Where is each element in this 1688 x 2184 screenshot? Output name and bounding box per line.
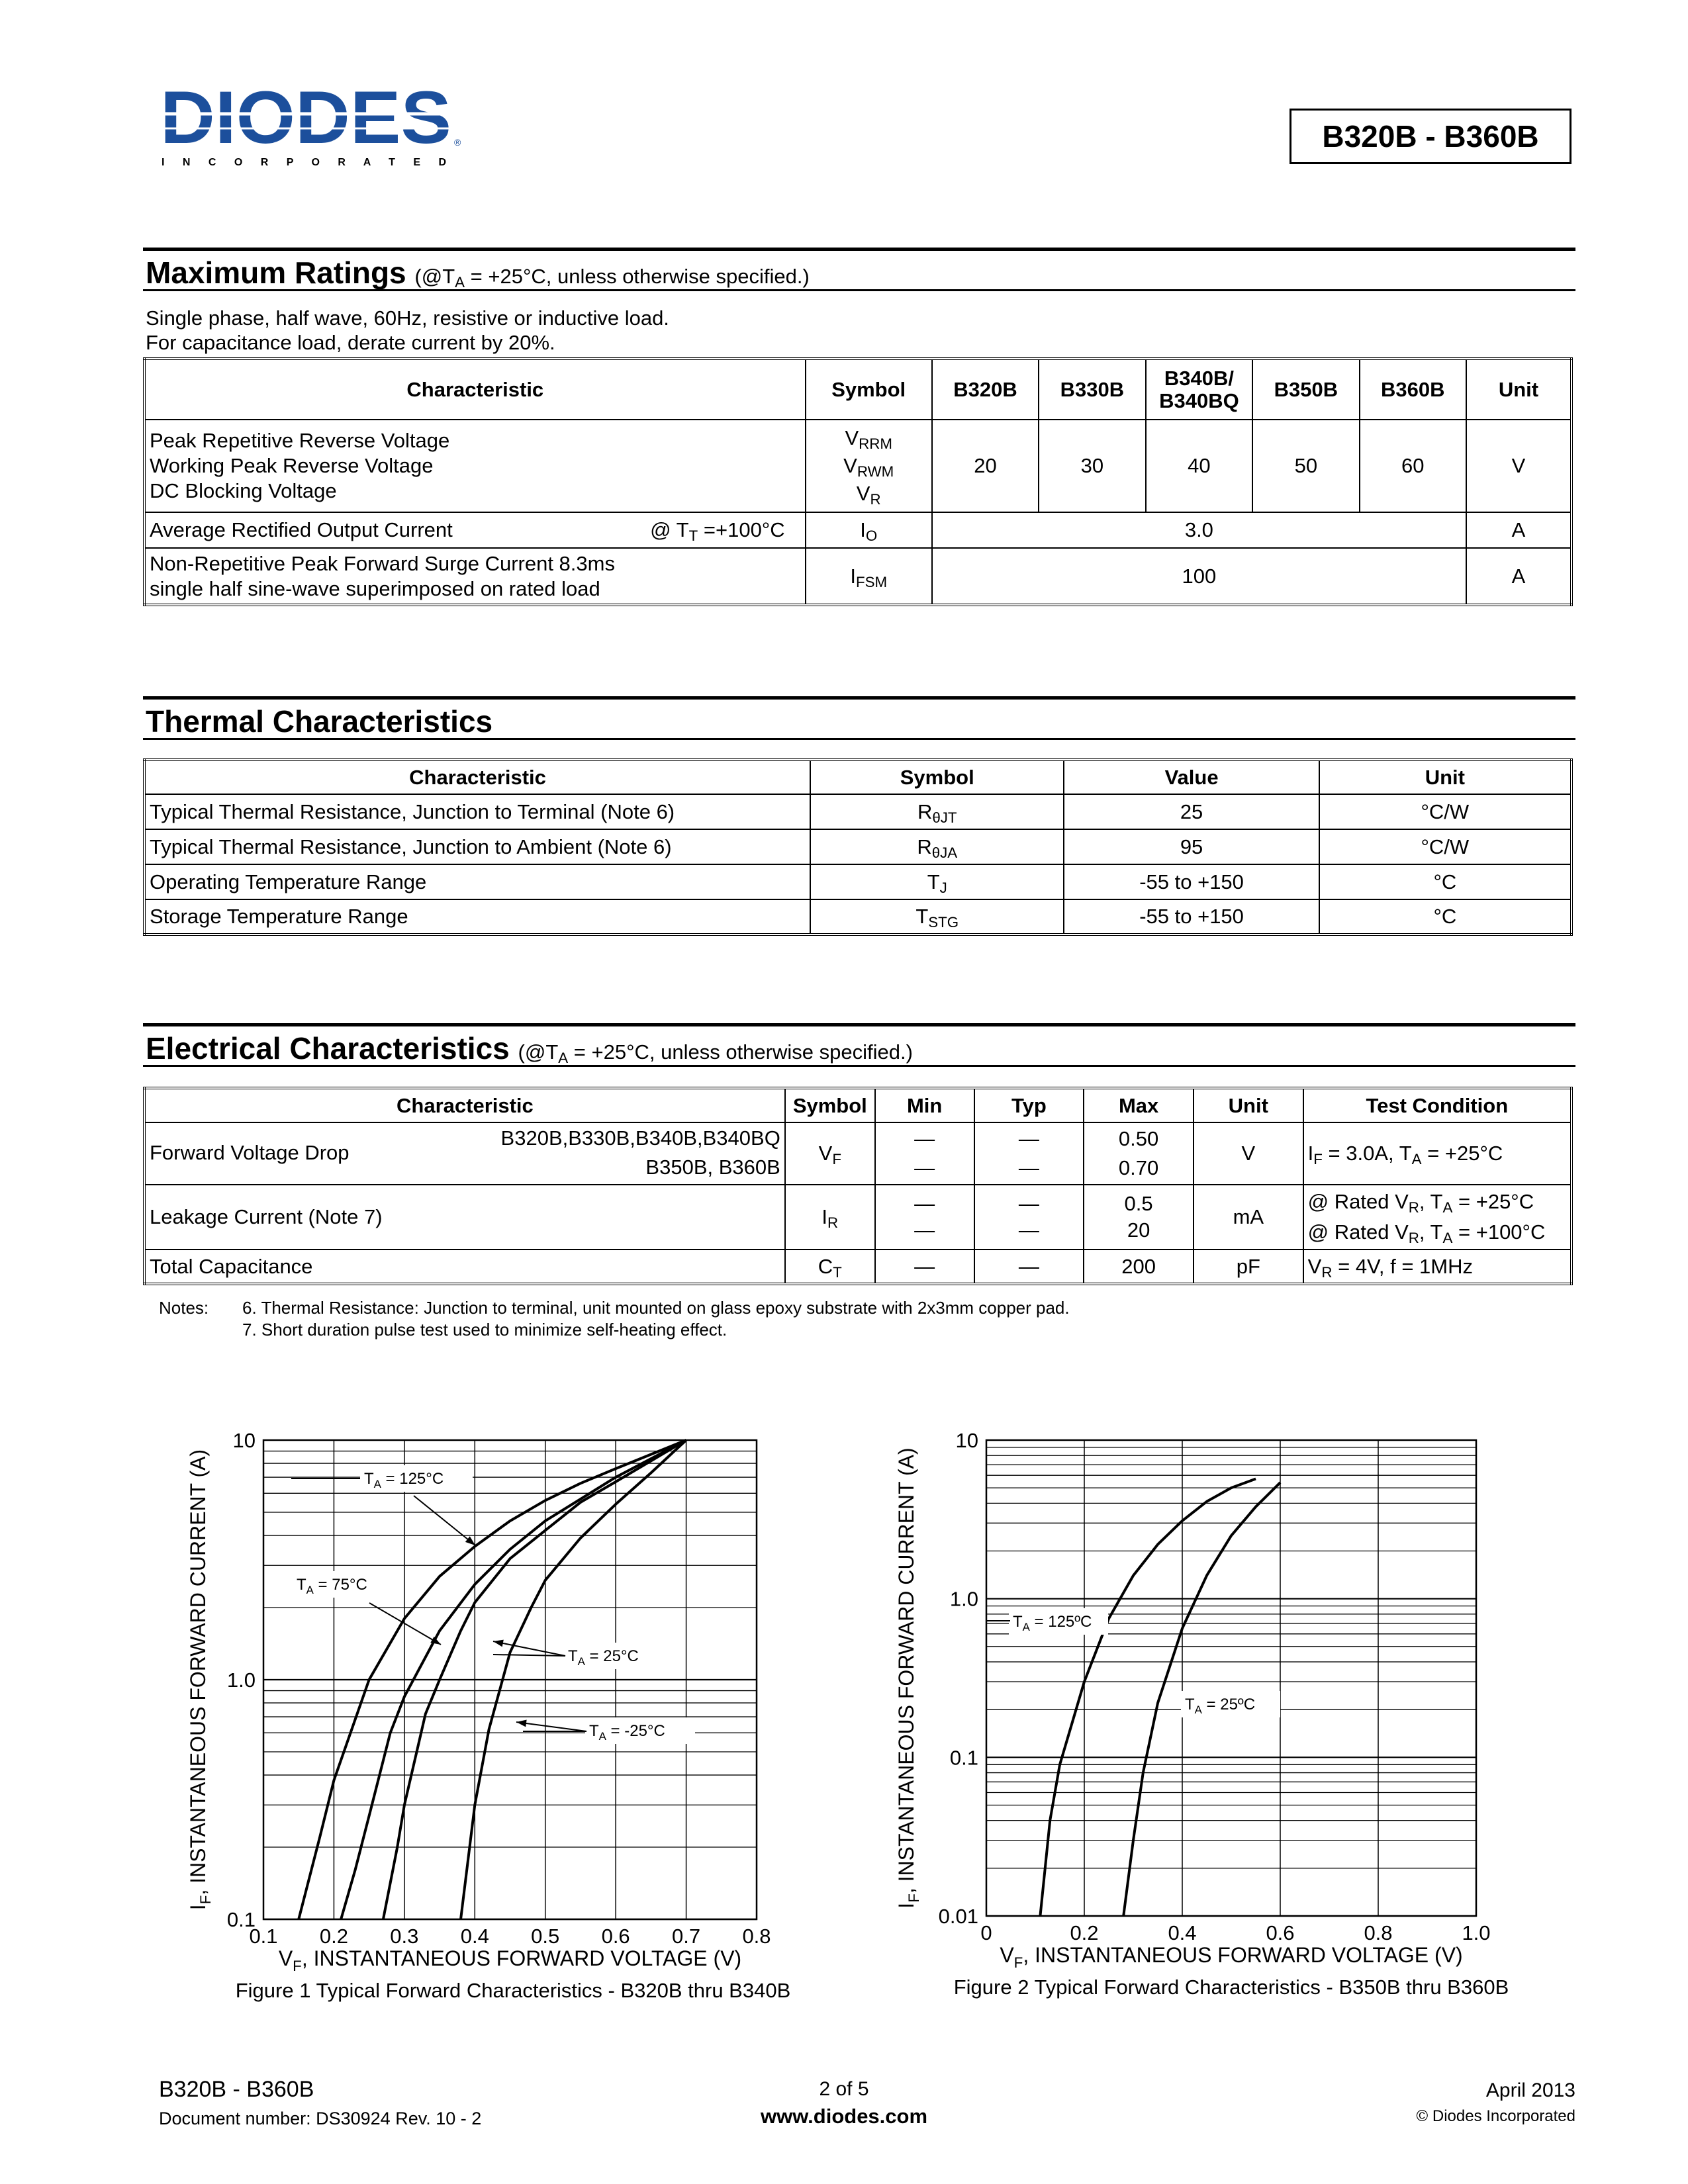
- x-tick-label: 0.3: [390, 1925, 419, 1948]
- x-axis-title: $V_F$, INSTANTANEOUS FORWARD VOLTAGE (V): [278, 1946, 742, 1974]
- max-ratings-condition: ($@T_A = +25^\circ C$, unless otherwise specified.): [414, 265, 810, 291]
- table-row: Peak Repetitive Reverse Voltage Working Peak Reverse Voltage DC Blocking Voltage $V_{RRM}$ $V_{RWM}$ $V_R$ 20 30 40 50 60 V: [144, 420, 1571, 512]
- notes-label: Notes:: [159, 1298, 209, 1318]
- max-ratings-title: Maximum Ratings: [146, 255, 406, 290]
- footer-part: B320B - B360B: [159, 2077, 314, 2102]
- series-label-leader: [493, 1655, 565, 1656]
- figure-2-chart: [880, 1416, 1595, 2025]
- x-tick-label: 0.8: [742, 1925, 771, 1948]
- x-tick-label: 0.4: [460, 1925, 489, 1948]
- table-row: Forward Voltage Drop B320B,B330B,B340B,B340BQ B350B, B360B $V_F$ — — — — 0.50 0.70 V $I_F = 3.0A$, $T_A = +25^\circ C$: [144, 1122, 1571, 1185]
- max-ratings-note-1: Single phase, half wave, 60Hz, resistive or inductive load.: [146, 306, 669, 330]
- electrical-condition: ($@T_A = +25^\circ C$, unless otherwise specified.): [518, 1040, 913, 1067]
- figure-2-caption: Figure 2 Typical Forward Characteristics - B350B thru B360B: [953, 1976, 1509, 1999]
- y-tick-label: 0.01: [938, 1905, 978, 1928]
- svg-text:®: ®: [454, 137, 461, 148]
- x-tick-label: 0.4: [1168, 1921, 1197, 1944]
- x-tick-label: 0.1: [249, 1925, 278, 1948]
- series-label: $T_A$ = 25ºC: [1185, 1696, 1256, 1716]
- table-row: Leakage Current (Note 7) $I_R$ — — — — 0.5 20 mA @ Rated $V_R$, $T_A = +25^\circ C$ @ Rated $V_R$, $T_A = +100^\circ C$: [144, 1185, 1571, 1250]
- x-tick-label: 0.8: [1364, 1921, 1393, 1944]
- series-label-arrow: [516, 1722, 586, 1731]
- series-label-arrowhead: [493, 1640, 504, 1647]
- thermal-table: [143, 758, 1573, 936]
- table-header-row: Characteristic Symbol Value Unit: [144, 760, 1571, 794]
- x-tick-label: 1.0: [1462, 1921, 1491, 1944]
- electrical-table: [143, 1087, 1573, 1285]
- table-row: Typical Thermal Resistance, Junction to Terminal (Note 6) $R_{\theta JT}$ 25 °C/W: [144, 794, 1571, 829]
- x-tick-label: 0.6: [601, 1925, 630, 1948]
- figure-1-chart: [179, 1416, 841, 2025]
- footer-docnum: Document number: DS30924 Rev. 10 - 2: [159, 2109, 482, 2128]
- electrical-header: [143, 1023, 1575, 1067]
- y-tick-label: 0.1: [949, 1746, 978, 1770]
- series-label-arrow: [493, 1641, 565, 1656]
- table-row: Non-Repetitive Peak Forward Surge Current 8.3ms single half sine-wave superimposed on rated load $I_{FSM}$ 100 A: [144, 548, 1571, 605]
- x-tick-label: 0.2: [1070, 1921, 1099, 1944]
- x-tick-label: 0.7: [672, 1925, 701, 1948]
- series-label: $T_A = 125^\circ C$: [364, 1470, 444, 1490]
- max-ratings-note-2: For capacitance load, derate current by 20%.: [146, 331, 555, 354]
- table-row: Storage Temperature Range $T_{STG}$ -55 to +150 °C: [144, 899, 1571, 934]
- table-header-row: Characteristic Symbol Min Typ Max Unit Test Condition: [144, 1088, 1571, 1122]
- series-label-arrowhead: [516, 1720, 527, 1727]
- table-row: Operating Temperature Range $T_J$ -55 to +150 °C: [144, 864, 1571, 899]
- y-tick-label: 10: [232, 1429, 256, 1452]
- thermal-header: [143, 696, 1575, 740]
- x-tick-label: 0.2: [319, 1925, 348, 1948]
- max-ratings-header: [143, 248, 1575, 291]
- table-row: Typical Thermal Resistance, Junction to Ambient (Note 6) $R_{\theta JA}$ 95 °C/W: [144, 829, 1571, 864]
- table-row: Average Rectified Output Current @ $T_T =+100^\circ C$ $I_O$ 3.0 A: [144, 512, 1571, 548]
- logo-incorporated: I N C O R P O R A T E D: [162, 157, 446, 168]
- figure-1-caption: Figure 1 Typical Forward Characteristics - B320B thru B340B: [235, 1979, 791, 2002]
- y-tick-label: 10: [955, 1429, 978, 1452]
- note-7: 7. Short duration pulse test used to minimize self-heating effect.: [242, 1320, 727, 1340]
- x-tick-label: 0: [980, 1921, 992, 1944]
- footer-page: 2 of 5: [819, 2078, 869, 2100]
- table-row: Total Capacitance $C_T$ — — 200 pF $V_R = 4V$, f = 1MHz: [144, 1250, 1571, 1284]
- thermal-title: Thermal Characteristics: [146, 704, 493, 739]
- x-tick-label: 0.5: [531, 1925, 560, 1948]
- series-label: $T_A = -25^\circ C$: [589, 1722, 665, 1743]
- y-tick-label: 1.0: [949, 1587, 978, 1611]
- y-tick-label: 0.1: [226, 1908, 256, 1931]
- series-label: $T_A$ = 125ºC: [1013, 1613, 1092, 1633]
- logo-wordmark: DIODES: [160, 87, 451, 159]
- note-6: 6. Thermal Resistance: Junction to terminal, unit mounted on glass epoxy substrate with 2x3mm copper pad.: [242, 1298, 1070, 1318]
- series-label-arrow: [369, 1603, 441, 1645]
- electrical-title: Electrical Characteristics: [146, 1031, 510, 1066]
- footer-date: April 2013: [1485, 2079, 1575, 2101]
- y-axis-title: $I_F$, INSTANTANEOUS FORWARD CURRENT (A): [186, 1449, 214, 1911]
- x-axis-title: $V_F$, INSTANTANEOUS FORWARD VOLTAGE (V): [1000, 1943, 1463, 1971]
- plot-frame: [986, 1440, 1476, 1916]
- part-range-box: B320B - B360B: [1289, 109, 1571, 164]
- series-label-arrow: [414, 1496, 475, 1545]
- diodes-logo: [159, 87, 463, 173]
- series-label: $T_A = 75^\circ C$: [297, 1576, 367, 1596]
- series-label: $T_A = 25^\circ C$: [568, 1647, 639, 1668]
- table-header-row: Characteristic Symbol B320B B330B B340B/ B340BQ B350B B360B Unit: [144, 359, 1571, 420]
- max-ratings-table: [143, 357, 1573, 606]
- footer-copyright: © Diodes Incorporated: [1416, 2107, 1575, 2125]
- footer-url[interactable]: www.diodes.com: [760, 2105, 928, 2128]
- y-axis-title: $I_F$, INSTANTANEOUS FORWARD CURRENT (A): [894, 1447, 922, 1909]
- x-tick-label: 0.6: [1266, 1921, 1295, 1944]
- y-tick-label: 1.0: [226, 1668, 256, 1692]
